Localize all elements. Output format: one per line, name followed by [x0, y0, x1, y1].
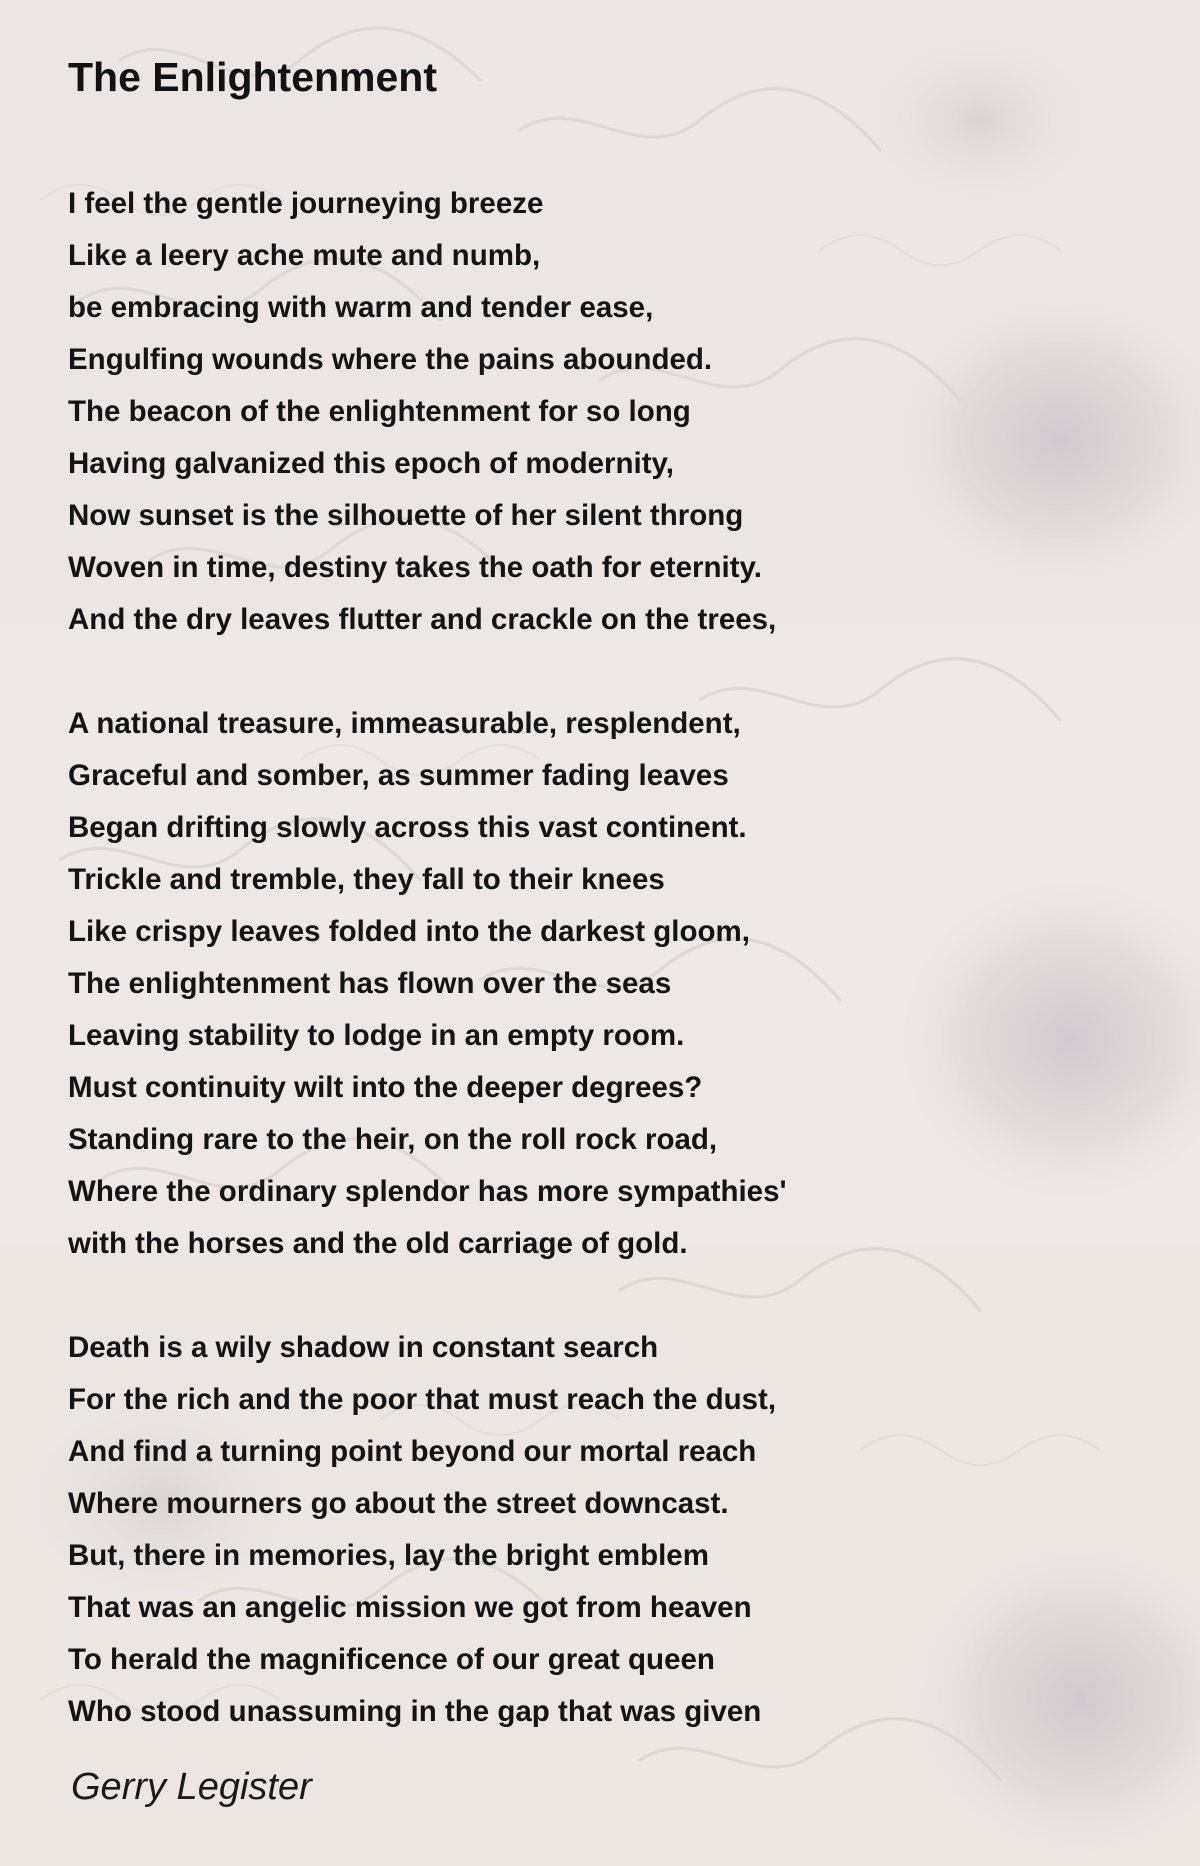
poem-line: Who stood unassuming in the gap that was given: [68, 1695, 762, 1728]
poem-title: The Enlightenment: [68, 54, 437, 100]
poem-line: The beacon of the enlightenment for so long: [68, 395, 691, 428]
poem-line: Like a leery ache mute and numb,: [68, 239, 541, 272]
poem-line: Now sunset is the silhouette of her silent throng: [68, 499, 744, 532]
poem-line: Standing rare to the heir, on the roll rock road,: [68, 1123, 718, 1156]
poem-line: Having galvanized this epoch of modernity,: [68, 447, 674, 480]
poem-line: Began drifting slowly across this vast continent.: [68, 811, 747, 844]
poem-line: Must continuity wilt into the deeper degrees?: [68, 1071, 703, 1104]
poem-line: Graceful and somber, as summer fading leaves: [68, 759, 729, 792]
poem-line: A national treasure, immeasurable, resplendent,: [68, 707, 741, 740]
poem-author: Gerry Legister: [71, 1766, 312, 1808]
poem-line: Where mourners go about the street downcast.: [68, 1487, 729, 1520]
poem-line: For the rich and the poor that must reach the dust,: [68, 1383, 777, 1416]
poem-line: Engulfing wounds where the pains abounded.: [68, 343, 713, 376]
stanza-1: [68, 187, 1128, 672]
poem-line: with the horses and the old carriage of gold.: [68, 1227, 688, 1260]
stanza-2: [68, 707, 1128, 1296]
poem: [68, 52, 1128, 1764]
poem-line: Woven in time, destiny takes the oath for eternity.: [68, 551, 762, 584]
poem-line: I feel the gentle journeying breeze: [68, 187, 544, 220]
poem-line: Leaving stability to lodge in an empty room.: [68, 1019, 685, 1052]
poem-line: be embracing with warm and tender ease,: [68, 291, 654, 324]
poem-line: And the dry leaves flutter and crackle on the trees,: [68, 603, 777, 636]
poem-line: The enlightenment has flown over the seas: [68, 967, 672, 1000]
poem-line: That was an angelic mission we got from heaven: [68, 1591, 752, 1624]
poem-line: Like crispy leaves folded into the darkest gloom,: [68, 915, 750, 948]
poem-line: But, there in memories, lay the bright emblem: [68, 1539, 709, 1572]
poem-line: Trickle and tremble, they fall to their knees: [68, 863, 665, 896]
poem-line: And find a turning point beyond our mortal reach: [68, 1435, 757, 1468]
poem-line: Death is a wily shadow in constant search: [68, 1331, 659, 1364]
poem-line: To herald the magnificence of our great queen: [68, 1643, 715, 1676]
poem-line: Where the ordinary splendor has more sympathies': [68, 1175, 787, 1208]
stanza-3: [68, 1331, 1128, 1764]
